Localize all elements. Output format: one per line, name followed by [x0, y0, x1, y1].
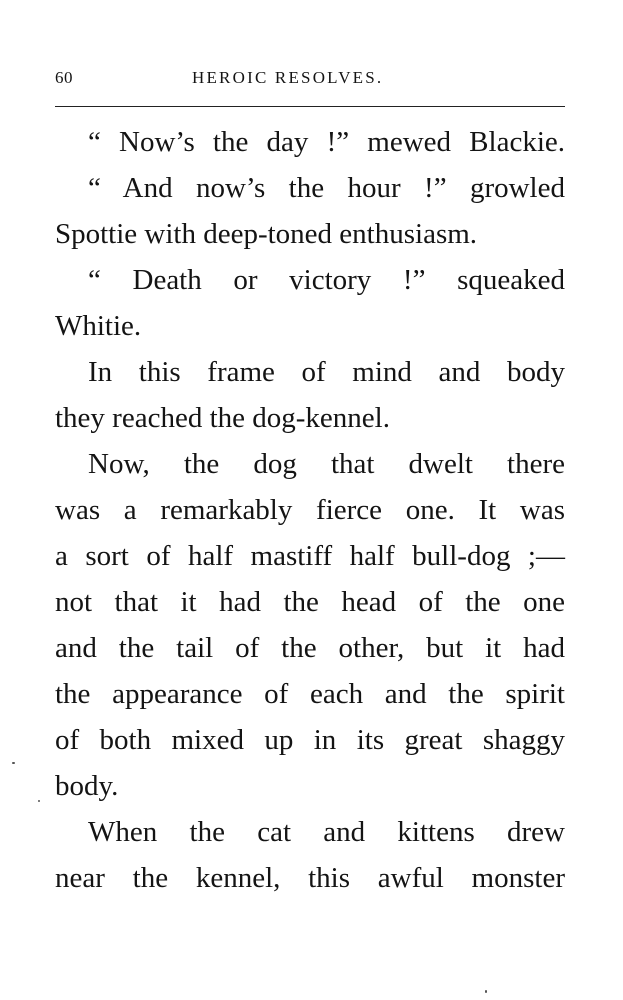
text-line: Spottie with deep-toned enthusiasm.: [55, 218, 478, 250]
text-line: Now, the dog that dwelt there: [88, 448, 565, 480]
text-line: the appearance of each and the spirit: [55, 678, 565, 710]
text-line: “ Now’s the day !” mewed Blackie.: [88, 126, 565, 158]
text-line: not that it had the head of the one: [55, 586, 565, 618]
text-line: “ Death or victory !” squeaked: [88, 264, 565, 296]
page-header: [55, 68, 565, 98]
header-rule: [55, 106, 565, 107]
ink-speck: [38, 800, 40, 802]
text-line: and the tail of the other, but it had: [55, 632, 565, 664]
text-line: Whitie.: [55, 310, 142, 342]
page-body: [55, 119, 565, 901]
running-head: HEROIC RESOLVES.: [192, 68, 384, 87]
ink-speck: [12, 762, 15, 764]
text-line: In this frame of mind and body: [88, 356, 565, 388]
text-line: they reached the dog-kennel.: [55, 402, 390, 434]
page-number: 60: [55, 68, 73, 87]
text-line: of both mixed up in its great shaggy: [55, 724, 565, 756]
text-line: “ And now’s the hour !” growled: [88, 172, 565, 204]
text-line: body.: [55, 770, 119, 802]
text-line: a sort of half mastiff half bull-dog ;—: [55, 540, 565, 572]
text-line: was a remarkably fierce one. It was: [55, 494, 565, 526]
text-line: near the kennel, this awful monster: [55, 862, 565, 894]
ink-speck: [485, 990, 487, 993]
text-line: When the cat and kittens drew: [88, 816, 565, 848]
